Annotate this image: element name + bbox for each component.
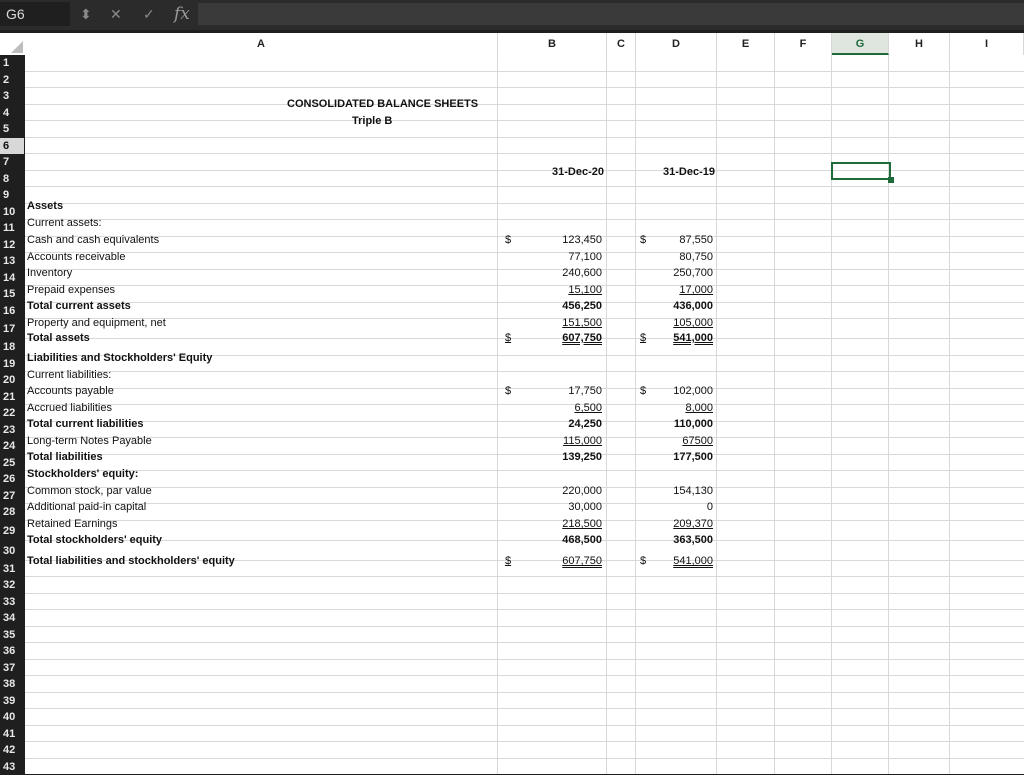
prepaid-value-d[interactable]: 17,000 <box>635 283 713 298</box>
cash-currency-b[interactable]: $ <box>505 233 511 248</box>
column-header-h[interactable]: H <box>889 33 950 55</box>
prepaid-value-b[interactable]: 15,100 <box>500 283 602 298</box>
accrued-value-d[interactable]: 8,000 <box>635 401 713 416</box>
sheet-title[interactable]: CONSOLIDATED BALANCE SHEETS <box>287 97 478 112</box>
payable-label[interactable]: Accounts payable <box>27 384 114 399</box>
row-gridline <box>25 470 1024 471</box>
cell-area[interactable] <box>25 55 1024 774</box>
row-header-41[interactable]: 41 <box>0 726 24 743</box>
row-header-27[interactable]: 27 <box>0 488 24 505</box>
row-gridline <box>25 71 1024 72</box>
row-gridline <box>25 371 1024 372</box>
notes-value-d[interactable]: 67500 <box>635 434 713 449</box>
column-header-g[interactable]: G <box>832 33 889 55</box>
receivable-value-b[interactable]: 77,100 <box>500 250 602 265</box>
equity-heading[interactable]: Stockholders' equity: <box>27 467 138 482</box>
row-header-26[interactable]: 26 <box>0 471 24 488</box>
row-header-2[interactable]: 2 <box>0 72 24 89</box>
prepaid-label[interactable]: Prepaid expenses <box>27 283 115 298</box>
total-equity-label[interactable]: Total stockholders' equity <box>27 533 162 548</box>
row-header-6[interactable]: 6 <box>0 138 24 155</box>
apic-label[interactable]: Additional paid-in capital <box>27 500 146 515</box>
row-gridline <box>25 758 1024 759</box>
total-assets-currency-b[interactable]: $ <box>505 331 511 346</box>
ppe-label[interactable]: Property and equipment, net <box>27 316 166 331</box>
row-header-22[interactable]: 22 <box>0 405 24 422</box>
row-header-8[interactable]: 8 <box>0 171 24 188</box>
row-header-9[interactable]: 9 <box>0 187 24 204</box>
total-current-liabilities-d[interactable]: 110,000 <box>635 417 713 432</box>
row-gridline <box>25 203 1024 204</box>
row-header-5[interactable]: 5 <box>0 121 24 138</box>
total-liabilities-d[interactable]: 177,500 <box>635 450 713 465</box>
row-header-13[interactable]: 13 <box>0 253 24 270</box>
row-gridline <box>25 137 1024 138</box>
total-liabilities-label[interactable]: Total liabilities <box>27 450 103 465</box>
column-header-f[interactable]: F <box>775 33 832 55</box>
insert-function-icon[interactable]: fx <box>174 2 190 26</box>
retained-earnings-label[interactable]: Retained Earnings <box>27 517 118 532</box>
notes-label[interactable]: Long-term Notes Payable <box>27 434 152 449</box>
column-header-a[interactable]: A <box>25 33 498 55</box>
row-header-36[interactable]: 36 <box>0 643 24 660</box>
cash-value-b[interactable]: 123,450 <box>500 233 602 248</box>
row-header-19[interactable]: 19 <box>0 356 24 373</box>
column-header-c[interactable]: C <box>607 33 636 55</box>
column-gridline <box>716 55 717 774</box>
total-equity-b[interactable]: 468,500 <box>500 533 602 548</box>
apic-d[interactable]: 0 <box>635 500 713 515</box>
row-gridline <box>25 659 1024 660</box>
total-assets-d[interactable]: 541,000 <box>635 331 713 346</box>
total-liabilities-b[interactable]: 139,250 <box>500 450 602 465</box>
row-header-32[interactable]: 32 <box>0 577 24 594</box>
fill-handle[interactable] <box>888 177 894 183</box>
row-header-39[interactable]: 39 <box>0 693 24 710</box>
row-header-28[interactable]: 28 <box>0 504 24 521</box>
column-header-b[interactable]: B <box>498 33 607 55</box>
row-gridline <box>25 609 1024 610</box>
spreadsheet-grid <box>0 30 1024 774</box>
grand-total-b[interactable]: 607,750 <box>500 554 602 569</box>
formula-input[interactable] <box>198 3 1024 25</box>
total-current-assets-b[interactable]: 456,250 <box>500 299 602 314</box>
column-header-d[interactable]: D <box>636 33 717 55</box>
row-header-30[interactable]: 30 <box>0 541 24 561</box>
inventory-value-b[interactable]: 240,600 <box>500 266 602 281</box>
retained-earnings-b[interactable]: 218,500 <box>500 517 602 532</box>
total-assets-currency-d[interactable]: $ <box>640 331 646 346</box>
grand-total-d[interactable]: 541,000 <box>635 554 713 569</box>
cash-currency-d[interactable]: $ <box>640 233 646 248</box>
row-header-18[interactable]: 18 <box>0 339 24 356</box>
stepper-arrows-icon[interactable]: ⬍ <box>80 4 92 24</box>
ppe-value-d[interactable]: 105,000 <box>635 316 713 331</box>
column-gridline <box>606 55 607 774</box>
notes-value-b[interactable]: 115,000 <box>500 434 602 449</box>
row-gridline <box>25 576 1024 577</box>
row-header-3[interactable]: 3 <box>0 88 24 105</box>
common-stock-d[interactable]: 154,130 <box>635 484 713 499</box>
column-gridline <box>497 55 498 774</box>
row-header-40[interactable]: 40 <box>0 709 24 726</box>
row-gridline <box>25 626 1024 627</box>
row-header-11[interactable]: 11 <box>0 220 24 237</box>
total-assets-label[interactable]: Total assets <box>27 331 90 346</box>
payable-currency-b[interactable]: $ <box>505 384 511 399</box>
confirm-icon[interactable]: ✓ <box>143 4 155 24</box>
column-gridline <box>774 55 775 774</box>
row-header-42[interactable]: 42 <box>0 742 24 759</box>
row-header-12[interactable]: 12 <box>0 237 24 254</box>
row-gridline <box>25 219 1024 220</box>
row-header-15[interactable]: 15 <box>0 286 24 303</box>
date-col-d[interactable]: 31-Dec-19 <box>663 165 715 180</box>
row-gridline <box>25 87 1024 88</box>
row-gridline <box>25 725 1024 726</box>
column-gridline <box>949 55 950 774</box>
row-header-14[interactable]: 14 <box>0 270 24 287</box>
grand-total-label[interactable]: Total liabilities and stockholders' equity <box>27 554 235 569</box>
ppe-value-b[interactable]: 151,500 <box>500 316 602 331</box>
cash-label[interactable]: Cash and cash equivalents <box>27 233 159 248</box>
row-gridline <box>25 593 1024 594</box>
common-stock-label[interactable]: Common stock, par value <box>27 484 152 499</box>
assets-heading[interactable]: Assets <box>27 199 63 214</box>
row-header-7[interactable]: 7 <box>0 154 24 171</box>
column-header-i[interactable]: I <box>950 33 1024 55</box>
total-current-liabilities-label[interactable]: Total current liabilities <box>27 417 144 432</box>
row-header-33[interactable]: 33 <box>0 594 24 611</box>
company-name[interactable]: Triple B <box>352 114 392 129</box>
row-header-17[interactable]: 17 <box>0 319 24 339</box>
row-gridline <box>25 692 1024 693</box>
cash-value-d[interactable]: 87,550 <box>635 233 713 248</box>
row-header-35[interactable]: 35 <box>0 627 24 644</box>
row-header-1[interactable]: 1 <box>0 55 24 72</box>
row-header-16[interactable]: 16 <box>0 303 24 320</box>
retained-earnings-d[interactable]: 209,370 <box>635 517 713 532</box>
total-current-liabilities-b[interactable]: 24,250 <box>500 417 602 432</box>
row-header-25[interactable]: 25 <box>0 455 24 472</box>
formula-bar <box>0 0 1024 30</box>
date-col-b[interactable]: 31-Dec-20 <box>552 165 604 180</box>
grand-total-currency-d[interactable]: $ <box>640 554 646 569</box>
select-all-icon <box>11 41 23 53</box>
row-gridline <box>25 186 1024 187</box>
row-gridline <box>25 104 1024 105</box>
row-header-4[interactable]: 4 <box>0 105 24 122</box>
total-current-assets-label[interactable]: Total current assets <box>27 299 131 314</box>
accrued-value-b[interactable]: 6,500 <box>500 401 602 416</box>
accrued-label[interactable]: Accrued liabilities <box>27 401 112 416</box>
row-gridline <box>25 120 1024 121</box>
row-gridline <box>25 741 1024 742</box>
row-gridline <box>25 153 1024 154</box>
row-header-43[interactable]: 43 <box>0 759 24 775</box>
row-gridline <box>25 675 1024 676</box>
cancel-icon[interactable]: ✕ <box>110 4 122 24</box>
current-assets-heading[interactable]: Current assets: <box>27 216 102 231</box>
row-header-21[interactable]: 21 <box>0 389 24 406</box>
row-header-10[interactable]: 10 <box>0 204 24 221</box>
grand-total-currency-b[interactable]: $ <box>505 554 511 569</box>
payable-value-d[interactable]: 102,000 <box>635 384 713 399</box>
liabilities-heading[interactable]: Liabilities and Stockholders' Equity <box>27 351 212 366</box>
receivable-value-d[interactable]: 80,750 <box>635 250 713 265</box>
row-header-20[interactable]: 20 <box>0 372 24 389</box>
row-gridline <box>25 642 1024 643</box>
total-current-assets-d[interactable]: 436,000 <box>635 299 713 314</box>
select-all-button[interactable] <box>0 33 25 55</box>
row-header-29[interactable]: 29 <box>0 521 24 541</box>
payable-currency-d[interactable]: $ <box>640 384 646 399</box>
common-stock-b[interactable]: 220,000 <box>500 484 602 499</box>
row-gridline <box>25 708 1024 709</box>
row-header-23[interactable]: 23 <box>0 422 24 439</box>
column-header-e[interactable]: E <box>717 33 775 55</box>
total-equity-d[interactable]: 363,500 <box>635 533 713 548</box>
row-header-38[interactable]: 38 <box>0 676 24 693</box>
row-header-31[interactable]: 31 <box>0 561 24 578</box>
payable-value-b[interactable]: 17,750 <box>500 384 602 399</box>
row-header-37[interactable]: 37 <box>0 660 24 677</box>
inventory-value-d[interactable]: 250,700 <box>635 266 713 281</box>
current-liabilities-heading[interactable]: Current liabilities: <box>27 368 111 383</box>
receivable-label[interactable]: Accounts receivable <box>27 250 125 265</box>
total-assets-b[interactable]: 607,750 <box>500 331 602 346</box>
active-cell-g6[interactable] <box>831 162 891 180</box>
name-box[interactable]: G6 <box>0 2 70 26</box>
row-header-34[interactable]: 34 <box>0 610 24 627</box>
inventory-label[interactable]: Inventory <box>27 266 72 281</box>
apic-b[interactable]: 30,000 <box>500 500 602 515</box>
row-header-24[interactable]: 24 <box>0 438 24 455</box>
